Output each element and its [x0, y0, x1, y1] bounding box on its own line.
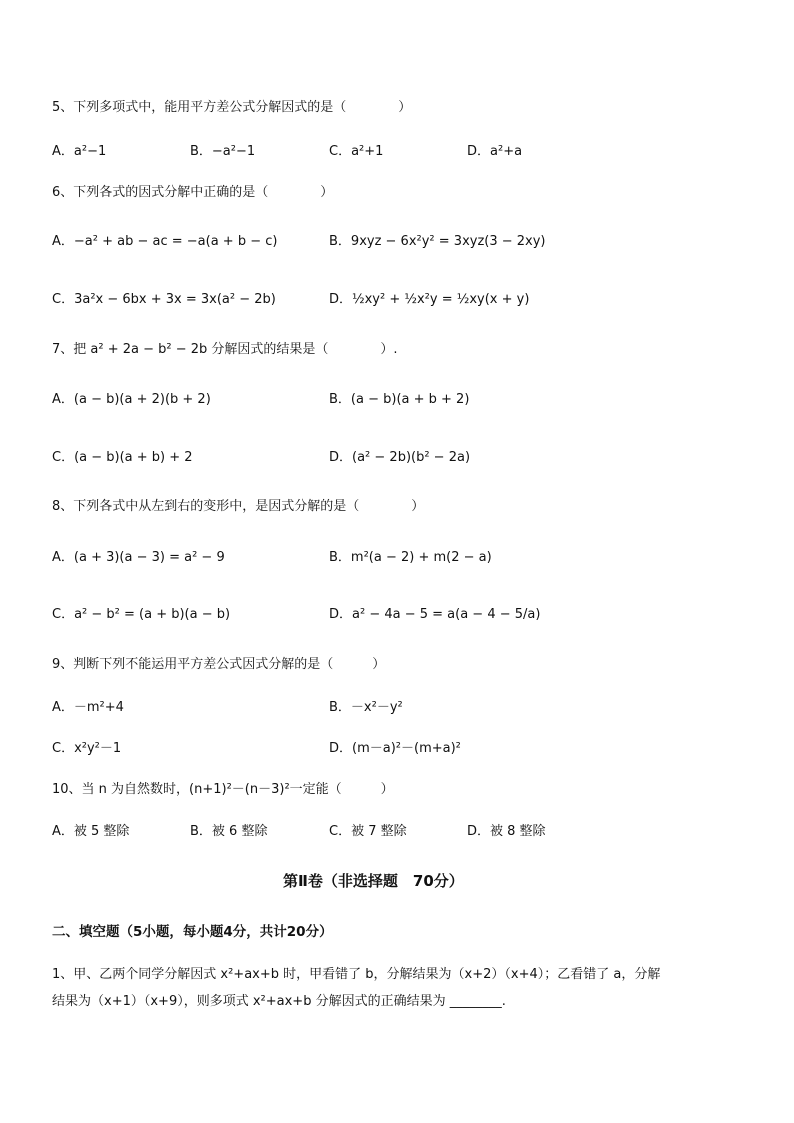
- question-6-option-c: C．3a²x − 6bx + 3x = 3x(a² − 2b): [52, 292, 276, 307]
- question-6-option-a: A．−a² + ab − ac = −a(a + b − c): [52, 234, 278, 249]
- question-5-option-a: A．a²−1: [52, 144, 107, 159]
- question-5-option-b: B．−a²−1: [190, 144, 256, 159]
- question-9-option-a: A．－m²+4: [52, 700, 124, 715]
- fill-question-1-line-1: 1、甲、乙两个同学分解因式 x²+ax+b 时，甲看错了 b，分解结果为（x+2）（x+4）；乙看错了 a，分解: [52, 967, 661, 982]
- question-10-option-c: C．被 7 整除: [329, 824, 407, 839]
- question-8-option-d: D．a² − 4a − 5 = a(a − 4 − 5/a): [329, 607, 541, 622]
- question-6-option-b: B．9xyz − 6x²y² = 3xyz(3 − 2xy): [329, 234, 546, 249]
- fill-question-1-line-2: 结果为（x+1）（x+9），则多项式 x²+ax+b 分解因式的正确结果为 ________.: [52, 994, 506, 1009]
- question-7-option-a: A．(a − b)(a + 2)(b + 2): [52, 392, 211, 407]
- question-9-stem: 9、判断下列不能运用平方差公式因式分解的是（ ）: [52, 657, 386, 672]
- question-5-option-d: D．a²+a: [467, 144, 523, 159]
- question-6-stem: 6、下列各式的因式分解中正确的是（ ）: [52, 185, 334, 200]
- part-title: 二、填空题（5小题，每小题4分，共计20分）: [52, 924, 333, 940]
- question-7-option-c: C．(a − b)(a + b) + 2: [52, 450, 193, 465]
- question-8-option-b: B．m²(a − 2) + m(2 − a): [329, 550, 492, 565]
- question-8-option-c: C．a² − b² = (a + b)(a − b): [52, 607, 231, 622]
- question-10-option-d: D．被 8 整除: [467, 824, 546, 839]
- question-7-option-d: D．(a² − 2b)(b² − 2a): [329, 450, 471, 465]
- question-9-option-d: D．(m－a)²－(m+a)²: [329, 741, 461, 756]
- question-9-option-b: B．－x²－y²: [329, 700, 403, 715]
- question-8-stem: 8、下列各式中从左到右的变形中，是因式分解的是（ ）: [52, 499, 425, 514]
- question-5-option-c: C．a²+1: [329, 144, 384, 159]
- question-10-stem: 10、当 n 为自然数时，(n+1)²－(n－3)²一定能（ ）: [52, 782, 394, 797]
- question-5-stem: 5、下列多项式中，能用平方差公式分解因式的是（ ）: [52, 100, 412, 115]
- question-10-option-a: A．被 5 整除: [52, 824, 130, 839]
- question-7-stem: 7、把 a² + 2a − b² − 2b 分解因式的结果是（ ）.: [52, 342, 398, 357]
- question-8-option-a: A．(a + 3)(a − 3) = a² − 9: [52, 550, 225, 565]
- question-6-option-d: D．½xy² + ½x²y = ½xy(x + y): [329, 292, 530, 307]
- section-title: 第Ⅱ卷（非选择题 70分）: [283, 872, 464, 890]
- question-9-option-c: C．x²y²－1: [52, 741, 122, 756]
- question-7-option-b: B．(a − b)(a + b + 2): [329, 392, 470, 407]
- question-10-option-b: B．被 6 整除: [190, 824, 268, 839]
